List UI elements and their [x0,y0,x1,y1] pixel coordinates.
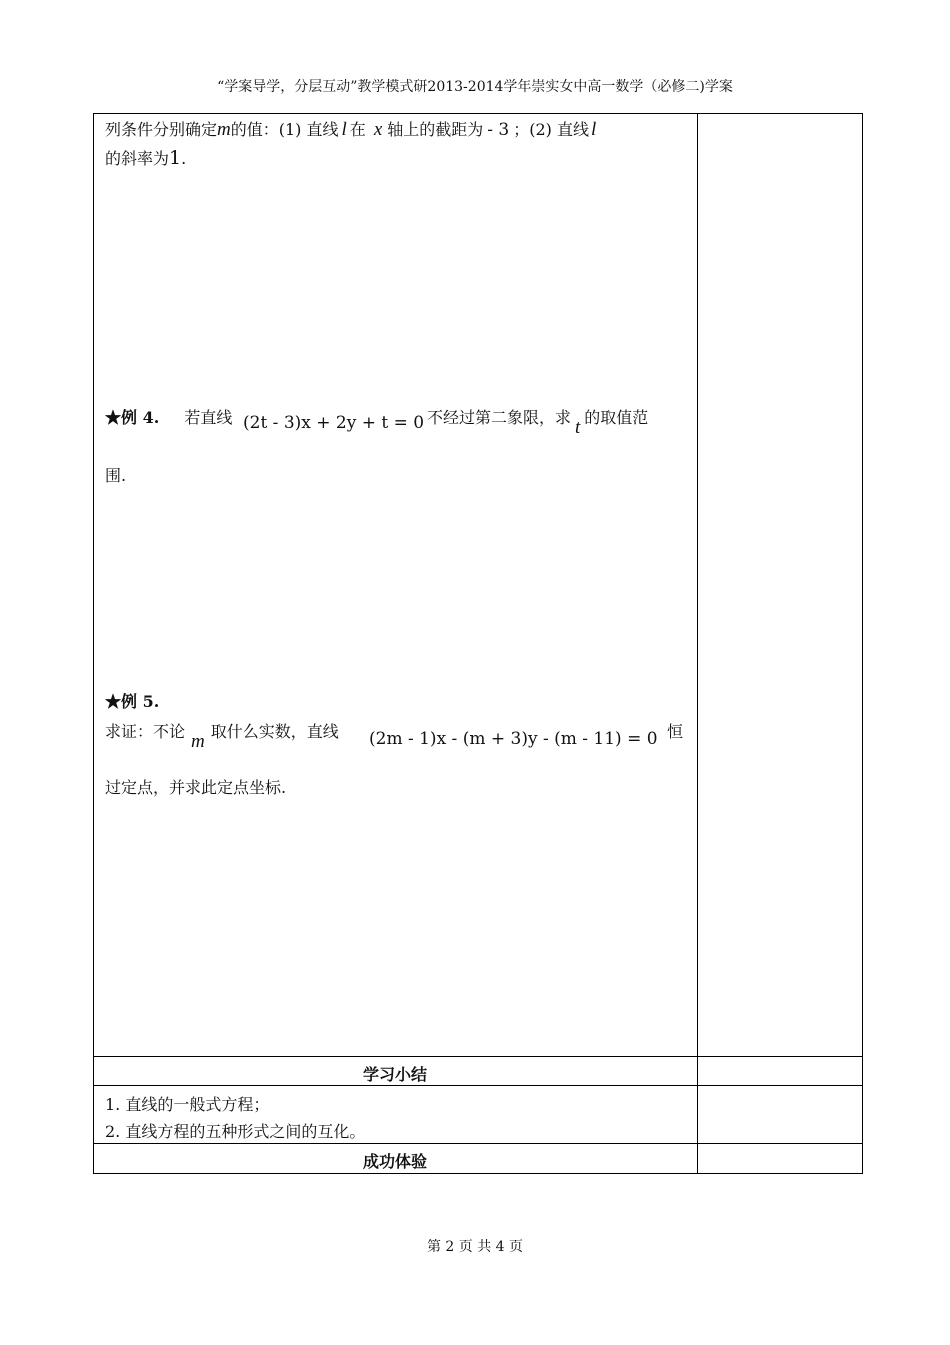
table-border-right [862,113,863,1174]
problem-text-line-1: 列条件分别确定m的值：(1) 直线 l 在 x 轴上的截距为 - 3 ；(2) 直线 l [105,119,597,140]
table-border-top [93,113,863,114]
example-5-text-line-2: 过定点，并求此定点坐标. [105,778,287,797]
table-row-divider [93,1143,863,1144]
experience-heading: 成功体验 [362,1152,427,1171]
summary-heading: 学习小结 [362,1065,427,1084]
example-4: ★例 4. 若直线 [105,408,233,427]
example-4-text: 不经过第二象限，求 t 的取值范 [427,408,649,438]
table-column-divider [697,113,698,1174]
table-border-bottom [93,1173,863,1174]
example-5-text-end: 恒 [667,722,684,741]
table-row-divider [93,1085,863,1086]
page-footer: 第 2 页 共 4 页 [426,1239,524,1255]
summary-item-2: 2. 直线方程的五种形式之间的互化。 [105,1122,366,1141]
content-table [93,113,863,1174]
summary-item-1: 1. 直线的一般式方程； [105,1095,270,1114]
page-header: “学案导学，分层互动”教学模式研2013-2014学年崇实女中高一数学（必修二)学案 [217,79,733,95]
table-row-divider [93,1056,863,1057]
example-4-equation: (2t - 3)x + 2y + t = 0 [243,413,425,433]
example-5-equation: (2m - 1)x - (m + 3)y - (m - 11) = 0 [369,729,658,749]
table-border-left [93,113,94,1174]
example-5-label: ★例 5. [105,692,160,711]
problem-text-line-2: 的斜率为1. [105,147,187,169]
example-4-label: ★例 4. [105,408,160,427]
example-4-text-line-2: 围. [105,466,127,485]
example-5-text: 求证：不论 m 取什么实数，直线 [105,722,339,752]
